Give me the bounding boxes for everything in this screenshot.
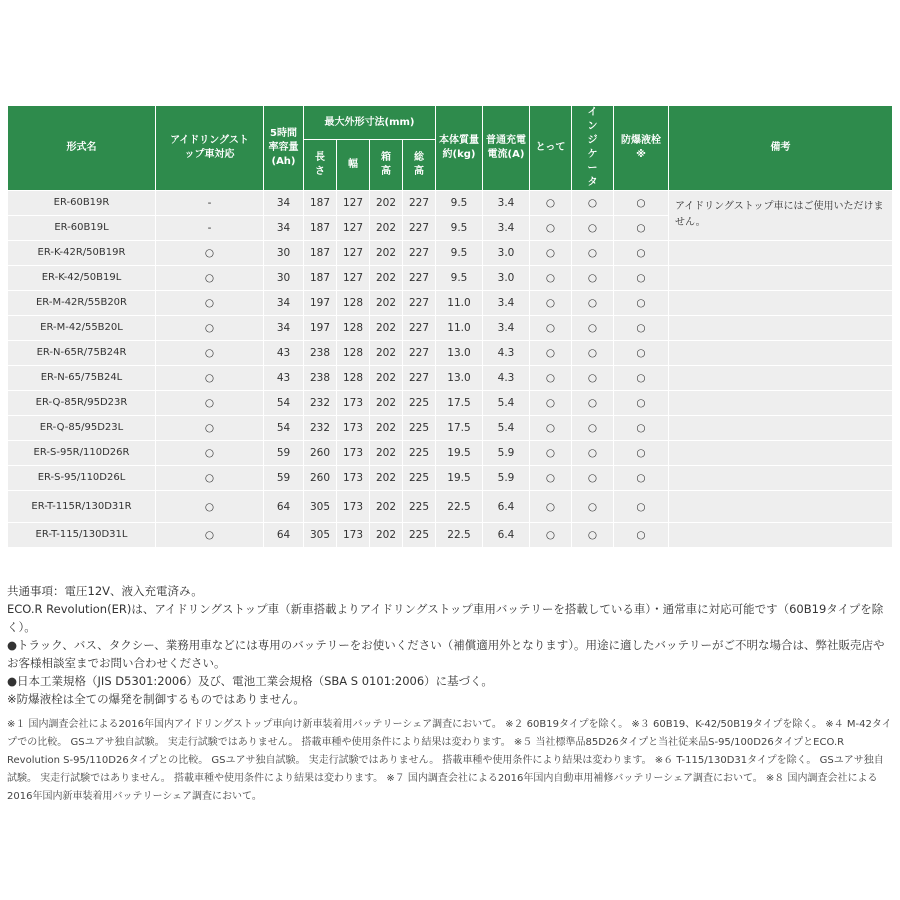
cell-box-height: 202 xyxy=(370,523,403,548)
cell-box-height: 202 xyxy=(370,466,403,491)
cell-length: 232 xyxy=(304,391,337,416)
cell-idle-stop: ○ xyxy=(156,416,264,441)
cell-capacity: 30 xyxy=(264,266,304,291)
cell-idle-stop: ○ xyxy=(156,491,264,523)
cell-indicator: ○ xyxy=(572,466,614,491)
cell-model: ER-S-95/110D26L xyxy=(8,466,156,491)
cell-width: 128 xyxy=(337,291,370,316)
cell-charge-current: 3.0 xyxy=(483,241,530,266)
table-row xyxy=(8,191,893,216)
cell-width: 127 xyxy=(337,241,370,266)
cell-weight: 11.0 xyxy=(436,316,483,341)
cell-capacity: 54 xyxy=(264,416,304,441)
cell-length: 197 xyxy=(304,316,337,341)
cell-capacity: 43 xyxy=(264,341,304,366)
cell-length: 260 xyxy=(304,466,337,491)
table-row xyxy=(8,241,893,266)
header-dimensions: 最大外形寸法(mm) xyxy=(304,106,436,140)
cell-total-height: 227 xyxy=(403,191,436,216)
cell-total-height: 225 xyxy=(403,441,436,466)
cell-width: 128 xyxy=(337,366,370,391)
cell-total-height: 227 xyxy=(403,316,436,341)
cell-vent-plug: ○ xyxy=(614,416,669,441)
note-jis-standard: ●日本工業規格（JIS D5301:2006）及び、電池工業会規格（SBA S 0101:2006）に基づく。 xyxy=(7,674,493,688)
cell-total-height: 227 xyxy=(403,266,436,291)
cell-capacity: 43 xyxy=(264,366,304,391)
header-vent-plug: 防爆液栓※ xyxy=(614,106,669,191)
cell-width: 128 xyxy=(337,341,370,366)
cell-vent-plug: ○ xyxy=(614,191,669,216)
cell-remarks-empty xyxy=(669,416,893,441)
cell-length: 187 xyxy=(304,216,337,241)
cell-box-height: 202 xyxy=(370,241,403,266)
cell-model: ER-60B19L xyxy=(8,216,156,241)
table-row xyxy=(8,491,893,523)
cell-charge-current: 4.3 xyxy=(483,366,530,391)
cell-length: 197 xyxy=(304,291,337,316)
cell-charge-current: 4.3 xyxy=(483,341,530,366)
cell-vent-plug: ○ xyxy=(614,366,669,391)
cell-box-height: 202 xyxy=(370,491,403,523)
footnotes: ※１ 国内調査会社による2016年国内アイドリングストップ車向け新車装着用バッテリーシェア調査において。 ※２ 60B19タイプを除く。 ※３ 60B19、K-42/50B19タイプを除く。 ※４ M-42タイプでの比較。 GSユアサ独自試験。 実走行試験ではありません。 搭載車種や使用条件により結果は変わります。 ※５ 当社標準品85D26タイプと当社従来品S-95/100D26タイプとECO.R Revolution S-95/110D26タイプとの比較。 GSユアサ独自試験。 実走行試験ではありません。 搭載車種や使用条件により結果は変わります。 ※６ T-115/130D31タイプを除く。 GSユアサ独自試験。 実走行試験ではありません。 搭載車種や使用条件により結果は変わります。 ※７ 国内調査会社による2016年国内自動車用補修バッテリーシェア調査において。 ※８ 国内調査会社による2016年国内新車装着用バッテリーシェア調査において。 xyxy=(7,719,892,802)
cell-weight: 22.5 xyxy=(436,523,483,548)
cell-length: 187 xyxy=(304,241,337,266)
cell-total-height: 227 xyxy=(403,216,436,241)
cell-indicator: ○ xyxy=(572,341,614,366)
header-idle-stop: アイドリングストップ車対応 xyxy=(156,106,264,191)
cell-weight: 13.0 xyxy=(436,341,483,366)
header-model: 形式名 xyxy=(8,106,156,191)
note-common: 共通事項：電圧12V、液入充電済み。 xyxy=(7,584,203,598)
cell-total-height: 227 xyxy=(403,291,436,316)
cell-remarks-empty xyxy=(669,466,893,491)
cell-idle-stop: ○ xyxy=(156,316,264,341)
cell-capacity: 54 xyxy=(264,391,304,416)
cell-box-height: 202 xyxy=(370,341,403,366)
table-row xyxy=(8,466,893,491)
cell-vent-plug: ○ xyxy=(614,491,669,523)
cell-weight: 9.5 xyxy=(436,216,483,241)
cell-vent-plug: ○ xyxy=(614,523,669,548)
table-row xyxy=(8,441,893,466)
cell-capacity: 64 xyxy=(264,523,304,548)
cell-remarks-empty xyxy=(669,491,893,523)
header-capacity: 5時間率容量(Ah) xyxy=(264,106,304,191)
cell-capacity: 34 xyxy=(264,191,304,216)
cell-weight: 13.0 xyxy=(436,366,483,391)
cell-idle-stop: ○ xyxy=(156,466,264,491)
cell-length: 238 xyxy=(304,341,337,366)
cell-remarks-empty xyxy=(669,341,893,366)
cell-charge-current: 3.0 xyxy=(483,266,530,291)
cell-idle-stop: ○ xyxy=(156,241,264,266)
cell-total-height: 225 xyxy=(403,416,436,441)
table-row xyxy=(8,523,893,548)
header-total-height: 総高 xyxy=(403,140,436,191)
cell-idle-stop: ○ xyxy=(156,441,264,466)
cell-capacity: 30 xyxy=(264,241,304,266)
cell-vent-plug: ○ xyxy=(614,291,669,316)
cell-weight: 9.5 xyxy=(436,241,483,266)
cell-idle-stop: ○ xyxy=(156,266,264,291)
table-row xyxy=(8,366,893,391)
cell-remarks-empty xyxy=(669,291,893,316)
cell-box-height: 202 xyxy=(370,191,403,216)
cell-indicator: ○ xyxy=(572,441,614,466)
cell-remarks-empty xyxy=(669,366,893,391)
cell-idle-stop: - xyxy=(156,191,264,216)
cell-weight: 22.5 xyxy=(436,491,483,523)
cell-total-height: 225 xyxy=(403,466,436,491)
cell-charge-current: 6.4 xyxy=(483,491,530,523)
cell-handle: ○ xyxy=(530,241,572,266)
cell-charge-current: 6.4 xyxy=(483,523,530,548)
cell-width: 173 xyxy=(337,391,370,416)
battery-spec-table xyxy=(7,105,893,548)
cell-indicator: ○ xyxy=(572,291,614,316)
cell-weight: 19.5 xyxy=(436,441,483,466)
cell-vent-plug: ○ xyxy=(614,266,669,291)
cell-vent-plug: ○ xyxy=(614,391,669,416)
cell-model: ER-Q-85/95D23L xyxy=(8,416,156,441)
cell-remarks-empty xyxy=(669,391,893,416)
cell-box-height: 202 xyxy=(370,416,403,441)
cell-charge-current: 5.4 xyxy=(483,416,530,441)
cell-width: 173 xyxy=(337,441,370,466)
cell-charge-current: 3.4 xyxy=(483,291,530,316)
header-width: 幅 xyxy=(337,140,370,191)
cell-model: ER-N-65R/75B24R xyxy=(8,341,156,366)
header-weight: 本体質量約(kg) xyxy=(436,106,483,191)
cell-capacity: 64 xyxy=(264,491,304,523)
cell-handle: ○ xyxy=(530,291,572,316)
cell-charge-current: 5.9 xyxy=(483,466,530,491)
cell-remarks-empty xyxy=(669,523,893,548)
cell-weight: 19.5 xyxy=(436,466,483,491)
cell-width: 173 xyxy=(337,491,370,523)
cell-charge-current: 3.4 xyxy=(483,191,530,216)
cell-idle-stop: ○ xyxy=(156,523,264,548)
cell-charge-current: 3.4 xyxy=(483,216,530,241)
cell-handle: ○ xyxy=(530,466,572,491)
cell-idle-stop: - xyxy=(156,216,264,241)
header-charge-current: 普通充電電流(A) xyxy=(483,106,530,191)
cell-vent-plug: ○ xyxy=(614,316,669,341)
cell-total-height: 225 xyxy=(403,391,436,416)
cell-box-height: 202 xyxy=(370,291,403,316)
cell-vent-plug: ○ xyxy=(614,441,669,466)
header-remarks: 備考 xyxy=(669,106,893,191)
cell-length: 238 xyxy=(304,366,337,391)
cell-total-height: 225 xyxy=(403,523,436,548)
cell-handle: ○ xyxy=(530,191,572,216)
cell-model: ER-N-65/75B24L xyxy=(8,366,156,391)
cell-capacity: 59 xyxy=(264,466,304,491)
cell-capacity: 34 xyxy=(264,291,304,316)
cell-width: 127 xyxy=(337,216,370,241)
cell-weight: 17.5 xyxy=(436,416,483,441)
cell-width: 173 xyxy=(337,466,370,491)
cell-length: 232 xyxy=(304,416,337,441)
cell-handle: ○ xyxy=(530,316,572,341)
cell-idle-stop: ○ xyxy=(156,391,264,416)
cell-indicator: ○ xyxy=(572,216,614,241)
cell-total-height: 227 xyxy=(403,366,436,391)
cell-length: 187 xyxy=(304,266,337,291)
cell-vent-plug: ○ xyxy=(614,341,669,366)
cell-indicator: ○ xyxy=(572,191,614,216)
cell-capacity: 34 xyxy=(264,316,304,341)
table-row xyxy=(8,291,893,316)
cell-model: ER-60B19R xyxy=(8,191,156,216)
cell-length: 187 xyxy=(304,191,337,216)
cell-box-height: 202 xyxy=(370,266,403,291)
cell-remarks: アイドリングストップ車にはご使用いただけません。 xyxy=(669,191,893,241)
cell-idle-stop: ○ xyxy=(156,291,264,316)
cell-indicator: ○ xyxy=(572,523,614,548)
cell-remarks-empty xyxy=(669,241,893,266)
cell-weight: 9.5 xyxy=(436,266,483,291)
cell-model: ER-M-42R/55B20R xyxy=(8,291,156,316)
cell-box-height: 202 xyxy=(370,366,403,391)
cell-indicator: ○ xyxy=(572,366,614,391)
cell-width: 173 xyxy=(337,523,370,548)
table-row xyxy=(8,341,893,366)
cell-vent-plug: ○ xyxy=(614,466,669,491)
cell-width: 128 xyxy=(337,316,370,341)
header-box-height: 箱高 xyxy=(370,140,403,191)
cell-handle: ○ xyxy=(530,391,572,416)
cell-handle: ○ xyxy=(530,491,572,523)
note-eco-r: ECO.R Revolution(ER)は、アイドリングストップ車（新車搭載よりアイドリングストップ車用バッテリーを搭載している車）・通常車に対応可能です（60B19タイプを除く）。 xyxy=(7,602,884,634)
cell-indicator: ○ xyxy=(572,416,614,441)
note-vent-plug: ※防爆液栓は全ての爆発を制御するものではありません。 xyxy=(7,692,305,706)
cell-handle: ○ xyxy=(530,266,572,291)
cell-length: 305 xyxy=(304,523,337,548)
cell-model: ER-K-42/50B19L xyxy=(8,266,156,291)
cell-model: ER-M-42/55B20L xyxy=(8,316,156,341)
cell-remarks-empty xyxy=(669,266,893,291)
cell-handle: ○ xyxy=(530,416,572,441)
cell-width: 173 xyxy=(337,416,370,441)
cell-handle: ○ xyxy=(530,523,572,548)
cell-handle: ○ xyxy=(530,366,572,391)
cell-charge-current: 5.9 xyxy=(483,441,530,466)
cell-handle: ○ xyxy=(530,441,572,466)
cell-model: ER-T-115/130D31L xyxy=(8,523,156,548)
cell-total-height: 227 xyxy=(403,341,436,366)
cell-capacity: 34 xyxy=(264,216,304,241)
cell-indicator: ○ xyxy=(572,316,614,341)
cell-remarks-empty xyxy=(669,441,893,466)
cell-handle: ○ xyxy=(530,341,572,366)
cell-charge-current: 3.4 xyxy=(483,316,530,341)
cell-weight: 17.5 xyxy=(436,391,483,416)
cell-weight: 9.5 xyxy=(436,191,483,216)
table-row xyxy=(8,316,893,341)
cell-indicator: ○ xyxy=(572,491,614,523)
cell-width: 127 xyxy=(337,191,370,216)
header-indicator: インジケータ xyxy=(572,106,614,191)
cell-idle-stop: ○ xyxy=(156,366,264,391)
cell-box-height: 202 xyxy=(370,441,403,466)
cell-model: ER-K-42R/50B19R xyxy=(8,241,156,266)
cell-vent-plug: ○ xyxy=(614,216,669,241)
header-length: 長さ xyxy=(304,140,337,191)
cell-weight: 11.0 xyxy=(436,291,483,316)
cell-capacity: 59 xyxy=(264,441,304,466)
cell-width: 127 xyxy=(337,266,370,291)
cell-box-height: 202 xyxy=(370,391,403,416)
table-row xyxy=(8,416,893,441)
cell-charge-current: 5.4 xyxy=(483,391,530,416)
cell-idle-stop: ○ xyxy=(156,341,264,366)
cell-model: ER-Q-85R/95D23R xyxy=(8,391,156,416)
general-notes xyxy=(7,582,893,708)
cell-box-height: 202 xyxy=(370,316,403,341)
cell-model: ER-T-115R/130D31R xyxy=(8,491,156,523)
cell-total-height: 225 xyxy=(403,491,436,523)
cell-total-height: 227 xyxy=(403,241,436,266)
table-row xyxy=(8,266,893,291)
table-row xyxy=(8,391,893,416)
header-handle: とって xyxy=(530,106,572,191)
cell-model: ER-S-95R/110D26R xyxy=(8,441,156,466)
cell-box-height: 202 xyxy=(370,216,403,241)
spec-table-container xyxy=(7,105,893,548)
note-commercial-vehicles: ●トラック、バス、タクシー、業務用車などには専用のバッテリーをお使いください（補償適用外となります）。用途に適したバッテリーがご不明な場合は、弊社販売店やお客様相談室までお問い合わせください。 xyxy=(7,638,885,670)
cell-length: 260 xyxy=(304,441,337,466)
cell-remarks-empty xyxy=(669,316,893,341)
cell-indicator: ○ xyxy=(572,241,614,266)
cell-indicator: ○ xyxy=(572,266,614,291)
cell-vent-plug: ○ xyxy=(614,241,669,266)
cell-indicator: ○ xyxy=(572,391,614,416)
cell-length: 305 xyxy=(304,491,337,523)
cell-handle: ○ xyxy=(530,216,572,241)
